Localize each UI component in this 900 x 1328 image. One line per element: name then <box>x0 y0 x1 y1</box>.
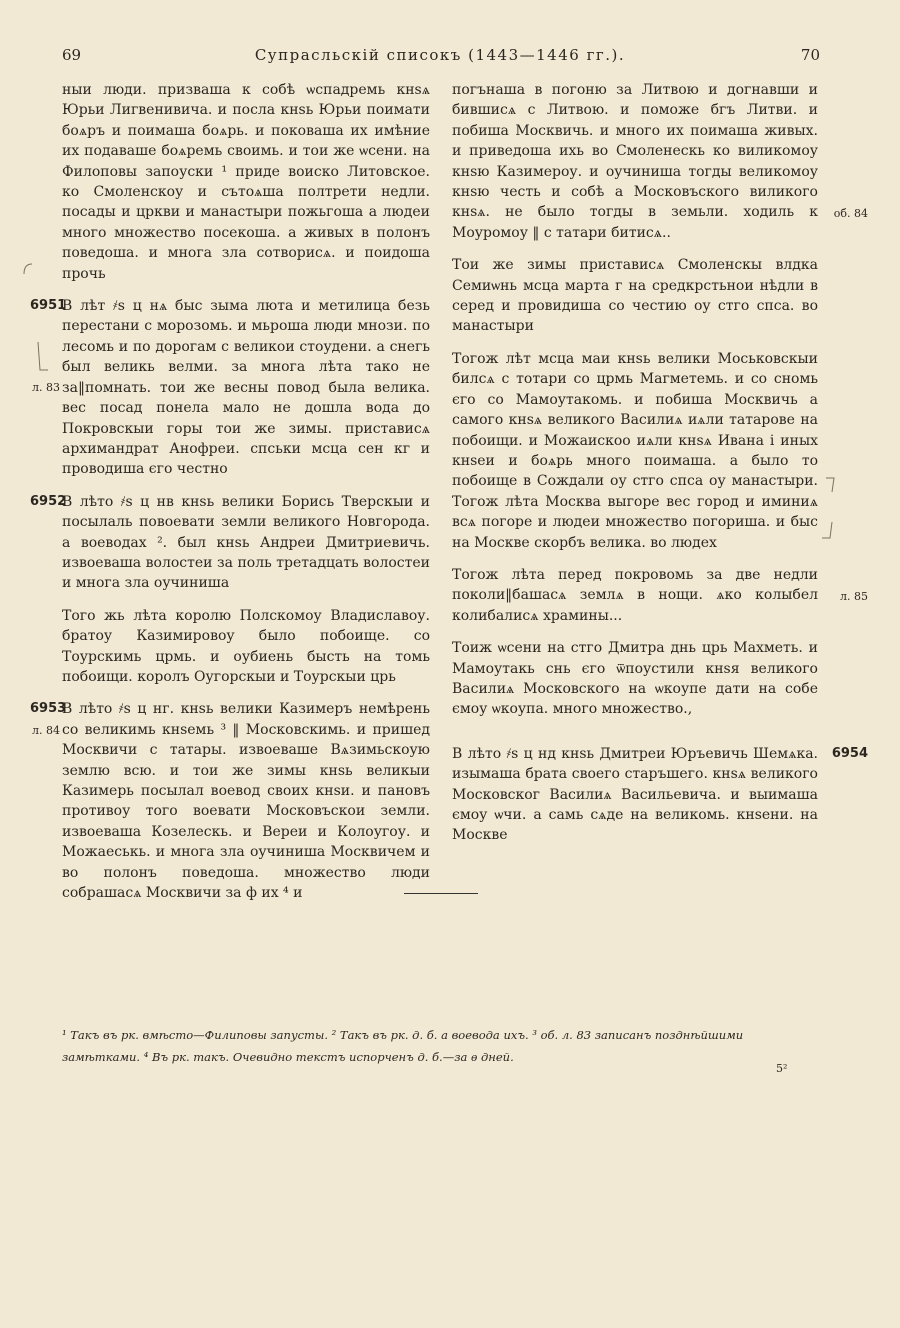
year-label: 6954 <box>831 745 868 761</box>
paragraph-text: Тогож лѣт мсца маи кнѕь велики Моськовскыи билсѧ с тотари со црмь Магметемь. и со сномь єго со Мамоутакомь. и побиша Москвичь а самого кнѕѧ великого Василиѧ иѧли татарове на побоищи. и Можаискоо иѧли кнѕѧ Ивана і иных кнѕеи и боѧрь много поимаша. а было то побоище в Сождали оу стго спса оу манастыри. Тогож лѣта Москва выгоре вес город и иминиѧ всѧ погоре и людеи множество погориша. и быс на Москве скорбъ велика. во людех <box>452 350 818 551</box>
entry-6954 <box>452 744 868 846</box>
section-divider <box>404 893 478 894</box>
footnote-line: ¹ Такъ въ рк. вмѣсто—Филиповы запусты. ² Такъ въ рк. д. б. а воевода ихъ. ³ об. л. 83 записанъ позднѣйшими <box>62 1028 744 1042</box>
pencil-mark-icon <box>18 258 48 378</box>
year-label: 6952 <box>30 493 67 509</box>
pencil-mark-icon <box>822 474 842 544</box>
right-column <box>452 80 868 846</box>
entry-continuation <box>62 80 430 284</box>
paragraph-text: Тогож лѣта перед покровомь за две недли поколи‖башасѧ землѧ в нощи. ѧко колыбел колибалисѧ храмины... <box>452 566 818 624</box>
entry-6951 <box>30 296 430 480</box>
year-label: 6951 <box>30 298 67 314</box>
entry-paragraph <box>452 255 818 337</box>
paragraph-text: ныи люди. призваша к собѣ ѡспадремь кнѕѧ Юрьи Лигвенивича. и посла кнѕь Юрьи поимати боѧръ и поимаша боѧрь. и поковаша их имѣние их подаваше боѧремь своимь. и тои же ѡсени. на Филоповы запоуски ¹ приде воиско Литовское. ко Смоленскоу и сътоѧша полтрети недли. посады и цркви и манастыри пожьгоша а людеи много множество посекоша. а живых в полонъ поведоша. и многа зла сотворисѧ. и поидоша прочь <box>62 82 430 282</box>
paragraph-text: Тоиж ѡсени на стго Дмитра днь црь Махметь. и Мамоутакь снь єго ѿпоустили кнѕя великого Василиѧ Московского на ѡкоупе дати на собе ємоу ѡкоупа. много множество., <box>452 640 818 718</box>
paragraph-text: погънаша в погоню за Литвою и догнавши и бившисѧ с Литвою. и поможе бгъ Литви. и побиша Москвичь. и много их поимаша живых. и приведоша ихь во Смоленескь ко виликомоу кнѕю Казимероу. и оучиниша тогды великомоу кнѕю честь и собѣ а Московъского виликого кнѕѧ. не было тогды в земьли. ходиль к Моуромоу ‖ с татари битисѧ.. <box>452 82 818 241</box>
paragraph-text: В лѣт ҂ѕ ц нѧ быс зыма люта и метилица безь перестани с морозомь. и мьроша люди мнози. по лесомь и по дорогам с великои стоудени. а снегь был великь велми. за многа лѣта тако не за‖помнать. тои же весны повод была велика. вес посад понела мало не дошла вода до Покровскыи горы тои же зимы. пристависѧ архимандрат Анофреи. спськи мсца сен кг и проводиша єго честно <box>62 298 430 478</box>
entry-6952 <box>30 492 430 594</box>
paragraph-text: В лѣто ҂ѕ ц нд кнѕь Дмитреи Юръевичь Шемѧка. изымаша брата своего старъшего. кнѕѧ великого Московског Василиѧ Васильевича. и выимаша ємоу ѡчи. а самь сѧде на великомь. кнѕени. на Москве <box>452 745 818 844</box>
year-label: 6953 <box>30 701 67 717</box>
footnote-line: замѣтками. ⁴ Въ рк. такъ. Очевидно текстъ испорченъ д. б.—за ѳ дней. <box>62 1050 514 1064</box>
paragraph-text: В лѣто ҂ѕ ц нв кнѕь велики Борись Тверскыи и посылаль повоевати земли великого Новгорода. а воеводах ². был кнѕь Андреи Дмитриевичь. извоеваша волостеи за поль третадцать волостеи и многа зла оучиниша <box>62 493 430 592</box>
folio-note: л. 85 <box>840 589 868 603</box>
page-header <box>60 46 820 70</box>
entry-continuation-2 <box>62 606 430 688</box>
entry-paragraph <box>452 349 818 553</box>
folio-note: л. 84 <box>32 724 60 738</box>
entry-paragraph <box>452 565 868 626</box>
page-number-left: 69 <box>62 46 82 64</box>
paragraph-text: Тои же зимы пристависѧ Смоленскы влдка Семиѡнь мсца марта г на средкрстьнои нѣдли в серед и провидиша со честию оу стго спса. во манастыри <box>452 257 818 335</box>
left-column <box>30 80 430 903</box>
folio-note: л. 83 <box>32 381 60 395</box>
paragraph-text: В лѣто ҂ѕ ц нг. кнѕь велики Казимеръ немѣрень со великимь кнѕемь ³ ‖ Московскимь. и пришед Москвичи с татары. извоеваше Вѧзимьскоую землю всю. и тои же зимы кнѕь великыи Казимерь посылал воевод своих кнѕи. и пановъ противоу того воевати Московъскои земли. извоеваша Козелескь. и Вереи и Колоугоу. и Можаеськь. и многа зла оучиниша Москвичем и во полонъ поведоша. множество люди собрашасѧ Москвичи за ф их ⁴ и <box>62 701 430 902</box>
entry-paragraph <box>452 638 818 720</box>
page-number-right: 70 <box>800 46 820 64</box>
entry-continuation-right <box>452 80 868 243</box>
footnotes <box>62 1024 822 1068</box>
paragraph-text: Того жь лѣта королю Полскомоу Владиславоу. братоу Казимировоу было побоище. со Тоурскимь црмь. и оубиень бысть на томь побоищи. королъ Оугорскыи и Тоурскыи црь <box>62 607 430 685</box>
running-title: Супрасльскій списокъ (1443—1446 гг.). <box>254 46 626 64</box>
signature-mark: 5² <box>776 1062 788 1075</box>
entry-6953 <box>30 699 430 903</box>
folio-note: об. 84 <box>833 207 868 220</box>
